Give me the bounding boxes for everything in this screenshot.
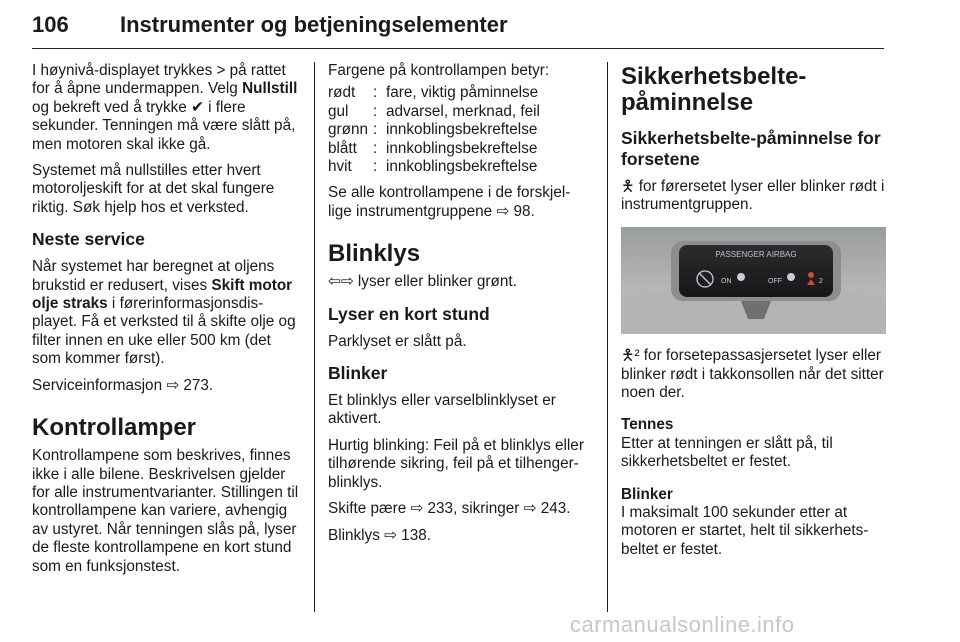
seat-number-label: 2 [819,277,823,285]
color-name: grønn [328,121,368,139]
paragraph-blinklys-ref [328,527,590,545]
color-meaning-table [328,84,540,176]
page-ref-arrow-icon: ⇨ [384,526,397,544]
paragraph-blinklys [328,273,590,291]
text: i førerinformasjonsdis-playet. Få et verksted til å skifte olje og filter innen en uke eller 500 km (det som kommer først). [32,295,296,368]
page-ref-arrow-icon: ⇨ [523,500,537,518]
roof-console-photo [621,227,886,334]
separator: : [373,102,378,120]
page-ref: 98. [509,202,535,220]
column-1 [32,62,302,584]
paragraph-see-all [328,184,590,221]
page-ref: 138. [396,526,431,544]
airbag-on-label: ON [721,277,732,285]
text: Når systemet har beregnet at oljens brukstid er redusert, vises [32,258,275,294]
menu-term: Nullstill [242,80,298,98]
text: for førersetet lyser eller blinker rødt i instrumentgruppen. [621,178,885,214]
paragraph-reset-note: Systemet må nullstilles etter hvert motoroljeskift for at det skal fungere riktig. Søk hjelp hos et verksted. [32,162,275,216]
text: Blinklys [328,526,385,544]
paragraph-skifte [328,500,590,518]
paragraph-blinker-belt: I maksimalt 100 sekunder etter at motoren er startet, helt til sikkerhets-beltet er festet. [621,504,869,558]
airbag-on-icon [737,273,745,281]
color-name: hvit [328,158,352,176]
separator: : [373,84,378,102]
separator: : [373,121,378,139]
text: Skifte pære [328,500,411,518]
separator: : [373,158,378,176]
paragraph-driver-belt [621,178,886,215]
color-meaning: innkoblingsbekreftelse [386,139,538,157]
table-row [328,121,540,139]
text: Se alle kontrollampene i de forskjel-lige instrumentgruppene [328,184,571,220]
paragraph-kontrollamper: Kontrollampene som beskrives, finnes ikke i alle bilene. Beskrivelsen gjelder for alle instrumentvarianter. Stillingen til kontrollampene kan variere, avhengig av ustyret. Når tenningen slås på, lyser de fleste kontrollampene en kort stund som en funksjonstest. [32,447,299,575]
text: i flere sekunder. Tenningen må være slått på, men motoren skal ikke gå. [32,98,296,153]
seatbelt-icon: 🯅 [621,178,635,195]
page-ref-arrow-icon: ⇨ [410,500,424,518]
text: 233, sikringer [423,500,524,518]
page-header [32,8,884,49]
message-term: Skift motor olje straks [32,276,293,313]
text: for forsetepassasjersetet lyser eller blinker rødt i takkonsollen når det sitter noen der. [621,347,884,402]
color-name: rødt [328,84,356,102]
text: på rattet for å åpne undermappen. Velg [32,62,286,98]
heading-kort-stund: Lyser en kort stund [328,303,490,324]
page-ref-arrow-icon: ⇨ [166,376,180,394]
text: 243. [536,500,571,518]
color-meaning: fare, viktig påminnelse [386,84,539,102]
passenger-seatbelt-icon [808,272,814,278]
watermark: carmanualsonline.info [570,612,795,637]
page-ref: 273. [179,376,214,394]
paragraph-colors-intro: Fargene på kontrollampen betyr: [328,62,550,79]
heading-blinker-belt: Blinker [621,485,673,503]
paragraph-blinker-1: Et blinklys eller varselblinklyset er aktivert. [328,392,556,428]
text: I høynivå-displayet trykkes [32,62,217,79]
color-meaning: innkoblingsbekreftelse [386,158,538,176]
heading-forsetene: Sikkerhetsbelte-påminnelse for forsetene [621,128,881,169]
heading-sikkerhetsbelte: Sikkerhetsbelte-påminnelse [621,63,807,116]
table-row [328,140,540,158]
page-number: 106 [32,12,69,37]
text: Serviceinformasjon [32,376,167,394]
heading-neste-service: Neste service [32,229,145,250]
passenger-seatbelt-icon: 🯅² [621,347,640,365]
heading-blinklys: Blinklys [328,240,421,268]
paragraph-reset [32,62,302,154]
text: og bekreft ved å trykke [32,98,191,116]
table-row [328,103,540,121]
color-name: blått [328,139,357,157]
turn-signal-icon: ⇦⇨ [328,273,354,291]
color-name: gul [328,102,349,120]
table-row [328,84,540,102]
text: lyser eller blinker grønt. [353,273,517,291]
separator: : [373,139,378,157]
color-meaning: innkoblingsbekreftelse [386,121,538,139]
paragraph-tennes: Etter at tenningen er slått på, til sikkerhetsbeltet er festet. [621,434,833,471]
airbag-label: PASSENGER AIRBAG [715,249,797,259]
airbag-off-state-icon [787,273,795,281]
column-3 [621,62,886,567]
paragraph-kort-stund: Parklyset er slått på. [328,332,467,350]
heading-blinker: Blinker [328,363,388,384]
color-meaning: advarsel, merknad, feil [386,102,540,120]
paragraph-service [32,258,302,368]
paragraph-service-ref [32,377,302,395]
paragraph-blinker-2: Hurtig blinking: Feil på et blinklys eller tilhørende sikring, feil på et tilhenger-blinklys. [328,436,584,491]
paragraph-passenger-belt [621,347,886,402]
heading-tennes: Tennes [621,416,674,434]
column-divider [607,62,608,612]
airbag-off-label: OFF [768,277,782,285]
page-ref-arrow-icon: ⇨ [496,202,510,220]
column-2 [328,62,590,553]
checkmark-icon: ✔ [191,98,204,116]
heading-kontrollamper: Kontrollamper [32,414,197,442]
running-title: Instrumenter og betjeningselementer [120,12,508,37]
chevron-right-icon: > [216,62,226,79]
column-divider [314,62,315,612]
table-row [328,158,540,176]
